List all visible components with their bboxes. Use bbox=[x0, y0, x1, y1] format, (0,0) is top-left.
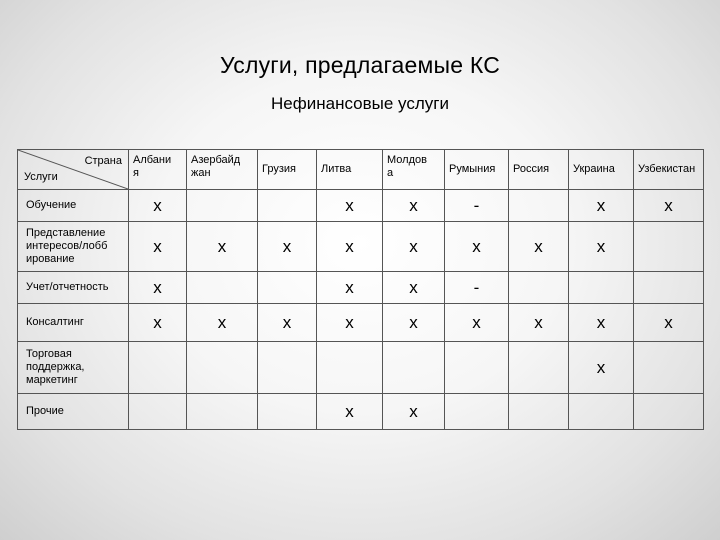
table-cell: x bbox=[383, 394, 445, 430]
table-cell bbox=[634, 342, 704, 394]
table-cell: x bbox=[569, 304, 634, 342]
table-cell: x bbox=[129, 190, 187, 222]
table-cell bbox=[445, 394, 509, 430]
country-name-line1: Албани bbox=[133, 154, 172, 166]
table-cell: x bbox=[129, 222, 187, 272]
table-cell bbox=[634, 222, 704, 272]
table-cell: x bbox=[445, 222, 509, 272]
table-cell bbox=[187, 272, 258, 304]
service-name-cell bbox=[18, 190, 129, 222]
table-row bbox=[18, 342, 704, 394]
service-name-cell bbox=[18, 272, 129, 304]
country-name-line1: Молдов bbox=[387, 154, 427, 166]
table-cell bbox=[634, 272, 704, 304]
table-cell bbox=[258, 394, 317, 430]
corner-services-label: Услуги bbox=[24, 171, 58, 183]
table-cell bbox=[634, 394, 704, 430]
table-cell: x bbox=[509, 222, 569, 272]
slide-subtitle: Нефинансовые услуги bbox=[271, 94, 449, 113]
service-name-line1: Представление bbox=[26, 227, 106, 239]
country-header-lithuania bbox=[317, 150, 383, 190]
service-name-line2: интересов/лобб bbox=[26, 240, 108, 252]
table-cell: x bbox=[317, 304, 383, 342]
table-cell bbox=[187, 342, 258, 394]
table-cell: x bbox=[383, 222, 445, 272]
table-cell: - bbox=[445, 190, 509, 222]
service-name: Прочие bbox=[26, 405, 64, 417]
country-header-azerbaijan bbox=[187, 150, 258, 190]
header-row bbox=[18, 150, 704, 190]
services-table bbox=[17, 149, 704, 430]
table-cell bbox=[569, 272, 634, 304]
table-row bbox=[18, 272, 704, 304]
table-cell: x bbox=[445, 304, 509, 342]
table-cell bbox=[569, 394, 634, 430]
slide-title: Услуги, предлагаемые КС bbox=[219, 52, 501, 78]
table-cell bbox=[187, 394, 258, 430]
table-cell bbox=[509, 342, 569, 394]
service-name-cell bbox=[18, 342, 129, 394]
table-cell: x bbox=[317, 394, 383, 430]
table-cell bbox=[129, 342, 187, 394]
service-name-line3: ирование bbox=[26, 253, 75, 265]
table-cell: x bbox=[317, 222, 383, 272]
table-row bbox=[18, 394, 704, 430]
table-cell: x bbox=[317, 190, 383, 222]
table-cell: x bbox=[383, 304, 445, 342]
country-header-albania bbox=[129, 150, 187, 190]
table-cell: x bbox=[634, 190, 704, 222]
service-name-line1: Торговая bbox=[26, 348, 72, 360]
country-name: Грузия bbox=[262, 163, 296, 175]
country-name: Россия bbox=[513, 163, 550, 175]
table-cell bbox=[187, 190, 258, 222]
service-name-cell bbox=[18, 304, 129, 342]
table-cell bbox=[258, 272, 317, 304]
table-cell: x bbox=[258, 304, 317, 342]
service-name: Обучение bbox=[26, 199, 77, 211]
table-row bbox=[18, 304, 704, 342]
country-name-line2: а bbox=[387, 167, 394, 179]
country-name-line2: жан bbox=[191, 167, 211, 179]
country-name: Литва bbox=[321, 163, 352, 175]
table-cell bbox=[258, 342, 317, 394]
table-cell: x bbox=[187, 304, 258, 342]
country-header-uzbekistan bbox=[634, 150, 704, 190]
table-cell: x bbox=[187, 222, 258, 272]
table-cell: x bbox=[569, 342, 634, 394]
table-cell bbox=[509, 190, 569, 222]
table-cell bbox=[317, 342, 383, 394]
table-cell: x bbox=[509, 304, 569, 342]
country-name: Украина bbox=[573, 163, 615, 175]
table-cell: - bbox=[445, 272, 509, 304]
corner-header-cell bbox=[18, 150, 129, 190]
country-header-moldova bbox=[383, 150, 445, 190]
table-cell: x bbox=[129, 304, 187, 342]
country-header-ukraine bbox=[569, 150, 634, 190]
table-cell bbox=[383, 342, 445, 394]
corner-country-label: Страна bbox=[84, 155, 122, 167]
table-cell: x bbox=[258, 222, 317, 272]
country-name: Узбекистан bbox=[638, 163, 696, 175]
service-name-cell bbox=[18, 394, 129, 430]
table-cell: x bbox=[569, 222, 634, 272]
table-cell: x bbox=[129, 272, 187, 304]
table-row bbox=[18, 190, 704, 222]
country-header-georgia bbox=[258, 150, 317, 190]
country-name: Румыния bbox=[449, 163, 496, 175]
country-header-russia bbox=[509, 150, 569, 190]
service-name: Консалтинг bbox=[26, 316, 84, 328]
table-cell: x bbox=[317, 272, 383, 304]
service-name-cell bbox=[18, 222, 129, 272]
table-cell: x bbox=[383, 190, 445, 222]
table-cell bbox=[129, 394, 187, 430]
table-cell: x bbox=[383, 272, 445, 304]
table-cell: x bbox=[634, 304, 704, 342]
table-cell bbox=[445, 342, 509, 394]
table-cell bbox=[258, 190, 317, 222]
service-name-line2: поддержка, bbox=[26, 361, 85, 373]
service-name-line3: маркетинг bbox=[26, 374, 78, 386]
table-cell bbox=[509, 394, 569, 430]
table-row bbox=[18, 222, 704, 272]
table-cell: x bbox=[569, 190, 634, 222]
service-name: Учет/отчетность bbox=[26, 281, 109, 293]
table-cell bbox=[509, 272, 569, 304]
country-header-romania bbox=[445, 150, 509, 190]
country-name-line2: я bbox=[133, 167, 139, 179]
country-name-line1: Азербайд bbox=[191, 154, 241, 166]
